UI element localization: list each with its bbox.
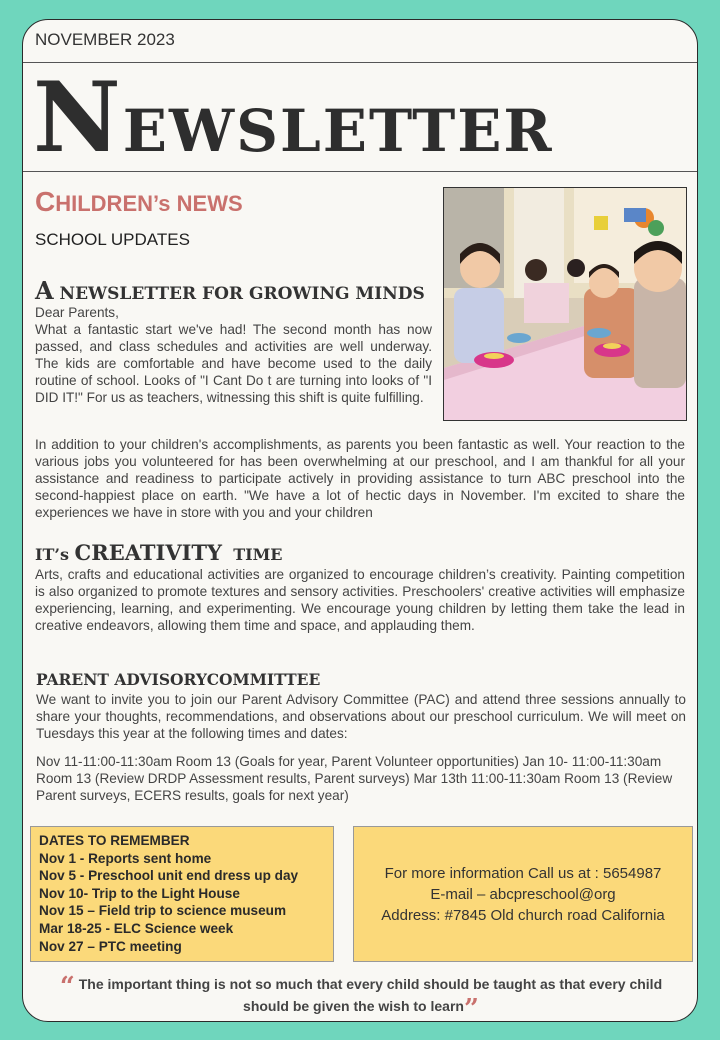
creativity-paragraph: Arts, crafts and educational activities are organized to encourage children’s creativity. Painting competition is also organized to promote textures and sensory activities. Preschoolers' creative activities will emphasize experiencing, learning, and experimenting. We encourage young children by letting them take the lead in creative endeavors, allowing them time and space, and applauding them. xyxy=(35,567,685,633)
pac-heading: PARENT ADVISORYCOMMITTEE xyxy=(36,670,321,689)
contact-phone: For more information Call us at : 5654987 xyxy=(384,864,662,882)
newsletter-page xyxy=(22,19,698,1022)
date-item: Mar 18-25 - ELC Science week xyxy=(39,920,234,936)
contact-info-box xyxy=(353,826,693,962)
dates-to-remember-box xyxy=(30,826,334,962)
classroom-photo xyxy=(443,187,687,421)
quote-text: The important thing is not so much that every child should be taught as that every child should be given the wish to learn xyxy=(78,976,663,1014)
pac-paragraph-1: We want to invite you to join our Parent Advisory Committee (PAC) and attend three sessions annually to share your thoughts, recommendations, and observations about our preschool curriculum. We will meet on Tuesdays this year at the following times and dates: xyxy=(36,692,686,741)
masthead-rest: EWSLETTER xyxy=(122,97,554,165)
close-quote-icon: ” xyxy=(463,994,479,1022)
date-item: Nov 15 – Field trip to science museum xyxy=(39,903,287,919)
contact-email: E-mail – abcpreschool@org xyxy=(430,885,616,903)
section-title-childrens-news: CHILDREN’s NEWS xyxy=(35,186,243,217)
children-eating-illustration xyxy=(444,188,686,420)
creativity-heading: IT’s CREATIVITY TIME xyxy=(35,540,283,565)
closing-quote xyxy=(38,972,684,1022)
date-item: Nov 1 - Reports sent home xyxy=(39,850,212,866)
date-item: Nov 27 – PTC meeting xyxy=(39,938,182,954)
intro-paragraph-1: What a fantastic start we've had! The second month has now passed, and class schedules and activities are well underway. The kids are comfortable and have become used to the daily routine of school. Looks of "I Cant Do t are turning into looks of "I DID IT!" For us as teachers, witnessing this shift is quite fulfilling. xyxy=(35,322,432,405)
intro-paragraph-2: In addition to your children's accomplishments, as parents you been fantastic as well. Your reaction to the various jobs you volunteered for has been overwhelming at our preschool, and I am thankful for all your assistance and readiness to participate actively in providing assistance to turn ABC preschool into the second-happiest place on earth. "We have a lot of hectic days in November. I'm excited to share the experiences we have in store with you and your children xyxy=(35,437,685,520)
date-item: Nov 5 - Preschool unit end dress up day xyxy=(39,868,299,884)
intro-salutation: Dear Parents, xyxy=(35,305,119,320)
masthead-initial: N xyxy=(33,61,123,174)
header-divider-top xyxy=(23,62,697,63)
contact-address: Address: #7845 Old church road California xyxy=(381,906,665,924)
dates-title: DATES TO REMEMBER xyxy=(39,833,190,848)
issue-date: NOVEMBER 2023 xyxy=(35,30,175,49)
header-divider-bottom xyxy=(23,171,697,172)
date-item: Nov 10- Trip to the Light House xyxy=(39,885,240,901)
masthead-title xyxy=(33,61,693,181)
intro-heading: A NEWSLETTER FOR GROWING MINDS xyxy=(35,276,425,305)
open-quote-icon: “ xyxy=(59,972,75,1002)
pac-meeting-schedule: Nov 11-11:00-11:30am Room 13 (Goals for year, Parent Volunteer opportunities) Jan 10- 11:00-11:30am Room 13 (Review DRDP Assessment results, Parent surveys) Mar 13th 11:00-11:30am Room 13 (Review Parent surveys, ECERS results, goals for next year) xyxy=(36,754,673,803)
section-subtitle: SCHOOL UPDATES xyxy=(35,230,190,249)
